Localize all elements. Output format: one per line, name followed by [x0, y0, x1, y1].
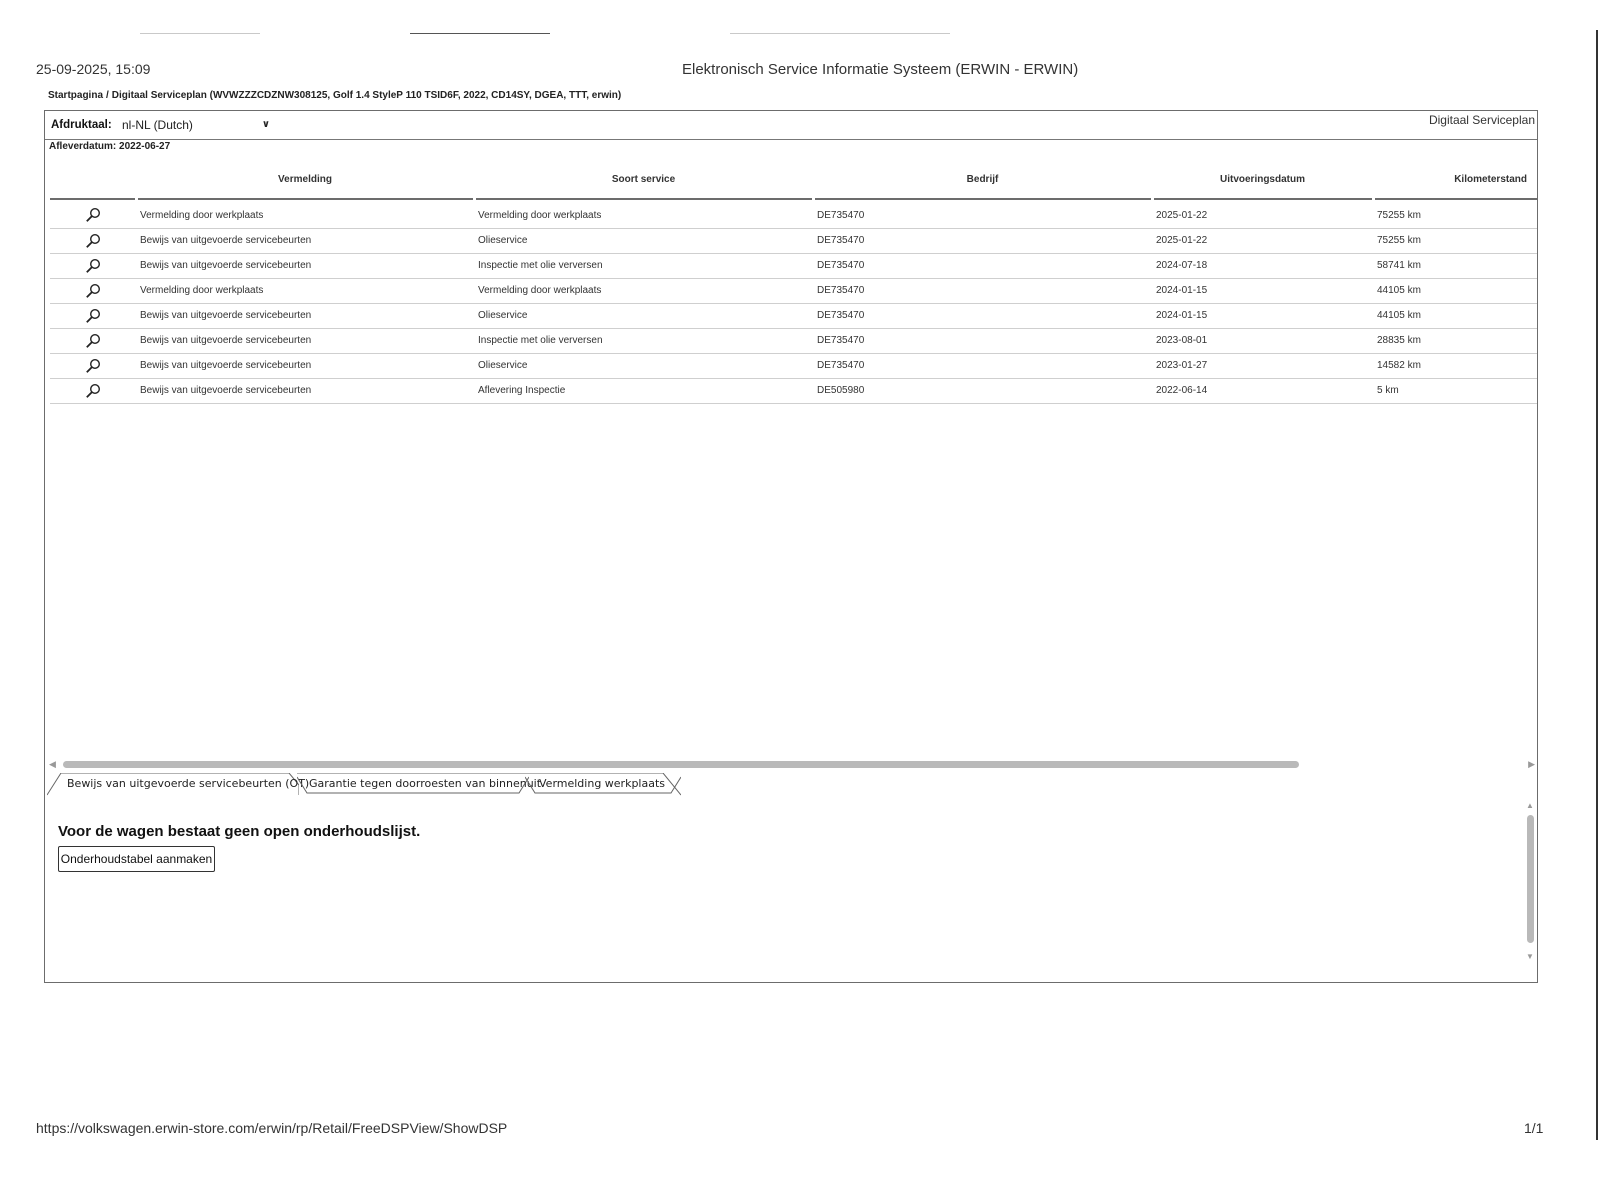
table-row[interactable] — [50, 378, 1537, 403]
scroll-up-arrow-icon[interactable]: ▲ — [1526, 801, 1534, 810]
cell-vermelding: Vermelding door werkplaats — [136, 203, 474, 228]
language-label: Afdruktaal: — [51, 119, 112, 131]
service-records-table — [50, 161, 1537, 404]
magnifier-icon[interactable] — [85, 383, 101, 399]
cell-soort-service: Vermelding door werkplaats — [474, 278, 813, 303]
delivery-date: Afleverdatum: 2022-06-27 — [49, 141, 171, 152]
vertical-scroll-thumb[interactable] — [1527, 815, 1534, 943]
magnifier-icon[interactable] — [85, 283, 101, 299]
tab-servicebeurten[interactable] — [47, 773, 310, 795]
cell-soort-service: Olieservice — [474, 303, 813, 328]
magnifier-icon[interactable] — [85, 333, 101, 349]
cell-vermelding: Bewijs van uitgevoerde servicebeurten — [136, 353, 474, 378]
cell-vermelding: Bewijs van uitgevoerde servicebeurten — [136, 328, 474, 353]
print-page-number: 1/1 — [1524, 1120, 1544, 1136]
horizontal-scroll-thumb[interactable] — [63, 761, 1299, 768]
breadcrumb — [48, 90, 621, 101]
tab-garantie[interactable] — [297, 773, 542, 795]
breadcrumb-separator: / — [106, 90, 109, 101]
scan-artifact — [410, 33, 550, 34]
panel-topbar — [45, 111, 1537, 140]
cell-kilometerstand: 75255 km — [1373, 203, 1537, 228]
language-value: nl-NL (Dutch) — [122, 118, 193, 132]
cell-uitvoeringsdatum: 2022-06-14 — [1152, 378, 1373, 403]
cell-uitvoeringsdatum: 2024-07-18 — [1152, 253, 1373, 278]
column-header-icon — [50, 161, 136, 199]
column-header-soort-service[interactable]: Soort service — [474, 161, 813, 199]
cell-soort-service: Inspectie met olie verversen — [474, 253, 813, 278]
cell-kilometerstand: 58741 km — [1373, 253, 1537, 278]
table-row[interactable] — [50, 203, 1537, 228]
column-header-bedrijf[interactable]: Bedrijf — [813, 161, 1152, 199]
cell-vermelding: Bewijs van uitgevoerde servicebeurten — [136, 303, 474, 328]
cell-uitvoeringsdatum: 2025-01-22 — [1152, 228, 1373, 253]
tab-vermelding-werkplaats[interactable] — [525, 773, 679, 795]
cell-bedrijf: DE735470 — [813, 253, 1152, 278]
cell-kilometerstand: 44105 km — [1373, 278, 1537, 303]
table-row[interactable] — [50, 278, 1537, 303]
cell-bedrijf: DE735470 — [813, 353, 1152, 378]
print-datetime: 25-09-2025, 15:09 — [36, 61, 151, 77]
cell-bedrijf: DE735470 — [813, 328, 1152, 353]
column-header-kilometerstand[interactable]: Kilometerstand — [1373, 161, 1537, 199]
cell-vermelding: Bewijs van uitgevoerde servicebeurten — [136, 253, 474, 278]
cell-uitvoeringsdatum: 2024-01-15 — [1152, 303, 1373, 328]
scroll-left-arrow-icon[interactable]: ◀ — [49, 759, 56, 769]
tab-label: Vermelding werkplaats — [539, 777, 666, 790]
cell-soort-service: Inspectie met olie verversen — [474, 328, 813, 353]
cell-bedrijf: DE735470 — [813, 203, 1152, 228]
table-row[interactable] — [50, 353, 1537, 378]
tab-label: Bewijs van uitgevoerde servicebeurten (OT) — [67, 777, 310, 790]
table-header-row — [50, 161, 1537, 199]
cell-vermelding: Bewijs van uitgevoerde servicebeurten — [136, 378, 474, 403]
cell-bedrijf: DE735470 — [813, 278, 1152, 303]
cell-vermelding: Vermelding door werkplaats — [136, 278, 474, 303]
tab-bar — [47, 773, 687, 795]
maintenance-notice: Voor de wagen bestaat geen open onderhoudslijst. — [58, 823, 421, 840]
scroll-down-arrow-icon[interactable]: ▼ — [1526, 952, 1534, 961]
column-header-vermelding[interactable]: Vermelding — [136, 161, 474, 199]
magnifier-icon[interactable] — [85, 233, 101, 249]
cell-kilometerstand: 5 km — [1373, 378, 1537, 403]
magnifier-icon[interactable] — [85, 258, 101, 274]
panel-title: Digitaal Serviceplan — [1428, 113, 1535, 127]
cell-kilometerstand: 44105 km — [1373, 303, 1537, 328]
cell-soort-service: Aflevering Inspectie — [474, 378, 813, 403]
tab-label: Garantie tegen doorroesten van binnenuit — [309, 777, 542, 790]
cell-kilometerstand: 14582 km — [1373, 353, 1537, 378]
table-row[interactable] — [50, 228, 1537, 253]
vertical-scrollbar[interactable] — [1525, 801, 1535, 961]
cell-bedrijf: DE505980 — [813, 378, 1152, 403]
column-header-uitvoeringsdatum[interactable]: Uitvoeringsdatum — [1152, 161, 1373, 199]
scan-artifact — [140, 33, 260, 34]
create-maintenance-table-button[interactable]: Onderhoudstabel aanmaken — [58, 846, 215, 872]
cell-uitvoeringsdatum: 2023-01-27 — [1152, 353, 1373, 378]
table-row[interactable] — [50, 303, 1537, 328]
cell-uitvoeringsdatum: 2025-01-22 — [1152, 203, 1373, 228]
language-select[interactable] — [118, 116, 270, 134]
cell-uitvoeringsdatum: 2024-01-15 — [1152, 278, 1373, 303]
cell-bedrijf: DE735470 — [813, 303, 1152, 328]
cell-soort-service: Olieservice — [474, 228, 813, 253]
chevron-down-icon: ∨ — [261, 119, 270, 130]
cell-soort-service: Olieservice — [474, 353, 813, 378]
magnifier-icon[interactable] — [85, 207, 101, 223]
cell-soort-service: Vermelding door werkplaats — [474, 203, 813, 228]
magnifier-icon[interactable] — [85, 358, 101, 374]
cell-kilometerstand: 75255 km — [1373, 228, 1537, 253]
magnifier-icon[interactable] — [85, 308, 101, 324]
scroll-right-arrow-icon[interactable]: ▶ — [1528, 759, 1535, 769]
breadcrumb-current: Digitaal Serviceplan (WVWZZZCDZNW308125, Golf 1.4 StyleP 110 TSID6F, 2022, CD14SY, DGEA, TTT, erwin) — [111, 90, 622, 101]
cell-bedrijf: DE735470 — [813, 228, 1152, 253]
breadcrumb-home[interactable]: Startpagina — [48, 90, 104, 101]
horizontal-scrollbar[interactable] — [49, 759, 1535, 771]
cell-kilometerstand: 28835 km — [1373, 328, 1537, 353]
table-row[interactable] — [50, 328, 1537, 353]
page-edge — [1596, 30, 1598, 1140]
cell-uitvoeringsdatum: 2023-08-01 — [1152, 328, 1373, 353]
print-title: Elektronisch Service Informatie Systeem (ERWIN - ERWIN) — [682, 61, 1079, 78]
cell-vermelding: Bewijs van uitgevoerde servicebeurten — [136, 228, 474, 253]
scan-artifact — [730, 33, 950, 34]
print-footer-url: https://volkswagen.erwin-store.com/erwin/rp/Retail/FreeDSPView/ShowDSP — [36, 1120, 508, 1136]
table-row[interactable] — [50, 253, 1537, 278]
service-plan-panel — [44, 110, 1538, 983]
